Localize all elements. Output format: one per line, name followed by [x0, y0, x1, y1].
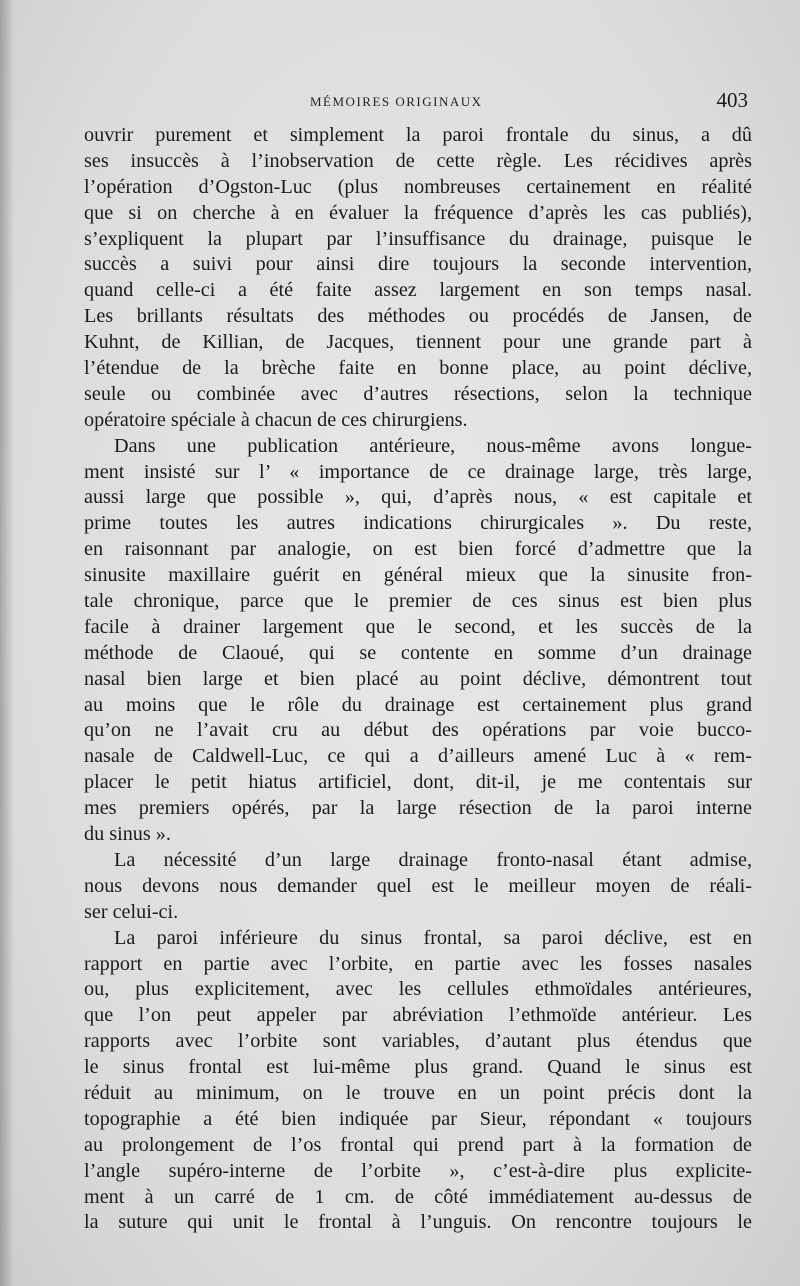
- text-line: seule ou combinée avec d’autres résections, selon la technique: [84, 382, 752, 405]
- running-title: MÉMOIRES ORIGINAUX: [310, 94, 483, 109]
- text-line: au moins que le rôle du drainage est certainement plus grand: [84, 693, 752, 716]
- text-line: topographie a été bien indiquée par Sieur, répondant « toujours: [84, 1107, 752, 1130]
- page-gutter-shadow: [0, 0, 14, 1286]
- text-line: au prolongement de l’os frontal qui prend part à la formation de: [84, 1133, 752, 1156]
- text-line: ou, plus explicitement, avec les cellules ethmoïdales antérieures,: [84, 978, 752, 1001]
- text-line: ses insuccès à l’inobservation de cette règle. Les récidives après: [84, 149, 752, 172]
- text-line: méthode de Claoué, qui se contente en somme d’un drainage: [84, 641, 752, 664]
- text-line: le sinus frontal est lui-même plus grand. Quand le sinus est: [84, 1056, 752, 1079]
- text-line: ouvrir purement et simplement la paroi frontale du sinus, a dû: [84, 124, 752, 146]
- text-line: prime toutes les autres indications chirurgicales ». Du reste,: [84, 512, 752, 535]
- text-line: aussi large que possible », qui, d’après nous, « est capitale et: [84, 486, 752, 509]
- text-line: l’étendue de la brèche faite en bonne place, au point déclive,: [84, 357, 752, 380]
- body-text: [84, 123, 752, 1236]
- page-number: 403: [716, 88, 748, 112]
- paragraph-start-line: Dans une publication antérieure, nous-même avons longue-: [114, 434, 752, 457]
- text-line: succès a suivi pour ainsi dire toujours la seconde intervention,: [84, 253, 752, 276]
- text-line: s’expliquent la plupart par l’insuffisance du drainage, puisque le: [84, 227, 752, 250]
- text-line: que si on cherche à en évaluer la fréquence d’après les cas publiés),: [84, 201, 752, 224]
- paragraph-start-line: La nécessité d’un large drainage fronto-nasal étant admise,: [114, 848, 752, 871]
- text-line: en raisonnant par analogie, on est bien forcé d’admettre que la: [84, 538, 752, 561]
- text-line: nasale de Caldwell-Luc, ce qui a d’ailleurs amené Luc à « rem-: [84, 745, 752, 768]
- text-line: facile à drainer largement que le second, et les succès de la: [84, 615, 752, 638]
- text-line: tale chronique, parce que le premier de ces sinus est bien plus: [84, 590, 752, 613]
- text-line: quand celle-ci a été faite assez largement en son temps nasal.: [84, 279, 752, 302]
- text-line: nasal bien large et bien placé au point déclive, démontrent tout: [84, 667, 752, 690]
- text-line: nous devons nous demander quel est le meilleur moyen de réali-: [84, 874, 752, 897]
- text-line: ser celui-ci.: [84, 900, 179, 923]
- text-line: opératoire spéciale à chacun de ces chirurgiens.: [84, 408, 468, 431]
- text-line: rapports avec l’orbite sont variables, d’autant plus étendus que: [84, 1030, 752, 1053]
- text-line: qu’on ne l’avait cru au début des opérations par voie bucco-: [84, 719, 752, 742]
- text-line: Kuhnt, de Killian, de Jacques, tiennent pour une grande part à: [84, 331, 752, 354]
- text-line: la suture qui unit le frontal à l’unguis. On rencontre toujours le: [84, 1211, 752, 1234]
- text-line: du sinus ».: [84, 823, 171, 846]
- text-line: sinusite maxillaire guérit en général mieux que la sinusite fron-: [84, 564, 752, 587]
- text-line: placer le petit hiatus artificiel, dont, dit-il, je me contentais sur: [84, 771, 752, 794]
- text-line: Les brillants résultats des méthodes ou procédés de Jansen, de: [84, 305, 752, 328]
- text-line: ment insisté sur l’ « importance de ce drainage large, très large,: [84, 460, 752, 483]
- paragraph-start-line: La paroi inférieure du sinus frontal, sa paroi déclive, est en: [114, 926, 752, 949]
- running-header: [0, 88, 800, 118]
- text-line: que l’on peut appeler par abréviation l’ethmoïde antérieur. Les: [84, 1004, 752, 1027]
- text-line: mes premiers opérés, par la large résection de la paroi interne: [84, 797, 752, 820]
- text-line: l’opération d’Ogston-Luc (plus nombreuses certainement en réalité: [84, 175, 752, 198]
- text-line: réduit au minimum, on le trouve en un point précis dont la: [84, 1081, 752, 1104]
- text-line: rapport en partie avec l’orbite, en partie avec les fosses nasales: [84, 952, 752, 975]
- text-line: l’angle supéro-interne de l’orbite », c’est-à-dire plus explicite-: [84, 1159, 752, 1182]
- text-line: ment à un carré de 1 cm. de côté immédiatement au-dessus de: [84, 1185, 752, 1208]
